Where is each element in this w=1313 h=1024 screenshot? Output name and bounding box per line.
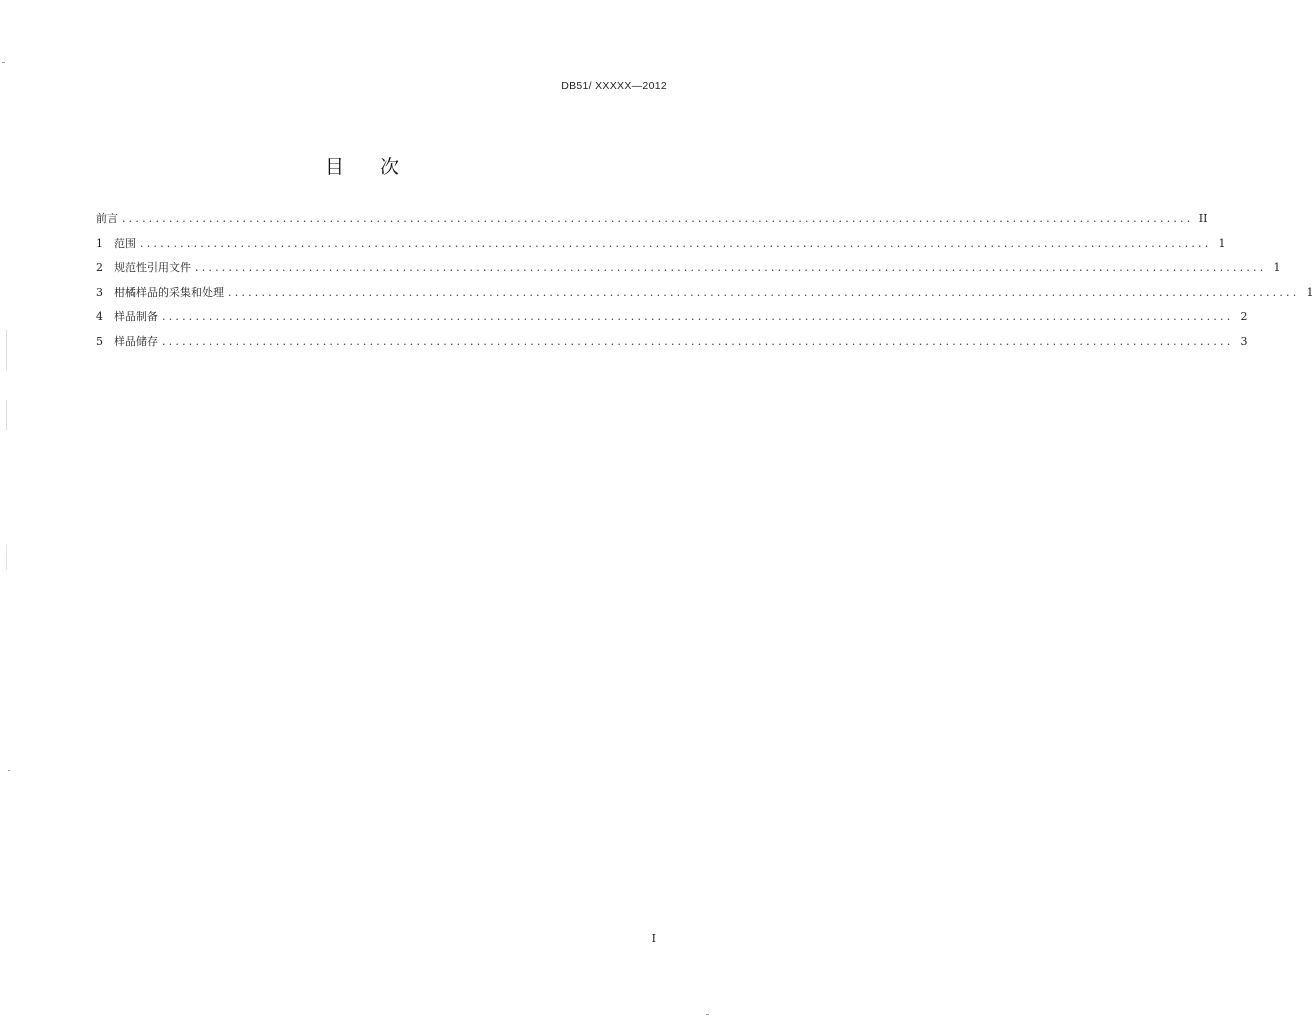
toc-leader-dots: ................................................................................................................................................................ [228, 285, 1300, 299]
toc-entry-page: II [1198, 212, 1208, 225]
toc-entry-label: 规范性引用文件 [114, 261, 191, 274]
toc-entry-number: 3 [96, 285, 103, 299]
toc-entry-page: 2 [1240, 310, 1248, 323]
scan-artifact [6, 545, 7, 570]
toc-entry-page: 3 [1240, 334, 1248, 348]
toc-title-part1: 目 [324, 156, 344, 178]
toc-entry-label: 范围 [114, 236, 136, 250]
toc-entry-scope[interactable] [96, 235, 1226, 260]
toc-entry-number: 1 [96, 236, 103, 250]
toc-entry-number: 4 [96, 310, 103, 323]
toc-entry-sample-storage[interactable] [96, 333, 1248, 358]
toc-entry-foreword[interactable] [96, 210, 1208, 235]
table-of-contents [96, 210, 1313, 357]
toc-entry-sample-preparation[interactable] [96, 308, 1248, 333]
toc-entry-label: 前言 [96, 212, 118, 225]
page-number: I [651, 932, 656, 945]
scan-artifact [6, 400, 7, 430]
toc-entry-page: 1 [1306, 285, 1313, 299]
scan-artifact [6, 330, 7, 370]
toc-entry-normative-references[interactable] [96, 259, 1281, 284]
toc-leader-dots: ................................................................................................................................................................ [140, 236, 1212, 250]
scan-artifact [8, 770, 10, 771]
toc-entry-sampling[interactable] [96, 284, 1313, 309]
toc-title-part2: 次 [380, 156, 400, 178]
toc-leader-dots: ................................................................................................................................................................ [162, 334, 1234, 348]
scan-artifact [2, 62, 5, 63]
toc-entry-page: 1 [1218, 236, 1226, 250]
toc-leader-dots: ................................................................................................................................................................ [162, 310, 1234, 323]
toc-leader-dots: ................................................................................................................................................................ [122, 212, 1194, 225]
toc-entry-page: 1 [1273, 261, 1281, 274]
toc-entry-label: 柑橘样品的采集和处理 [114, 285, 224, 299]
toc-entry-label: 样品制备 [114, 310, 158, 323]
toc-entry-number: 2 [96, 261, 103, 274]
toc-leader-dots: ................................................................................................................................................................ [195, 261, 1267, 274]
document-code: DB51/ XXXXX—2012 [561, 80, 667, 92]
toc-entry-number: 5 [96, 334, 103, 348]
toc-entry-label: 样品储存 [114, 334, 158, 348]
toc-title [0, 152, 724, 179]
scan-artifact [706, 1014, 709, 1015]
